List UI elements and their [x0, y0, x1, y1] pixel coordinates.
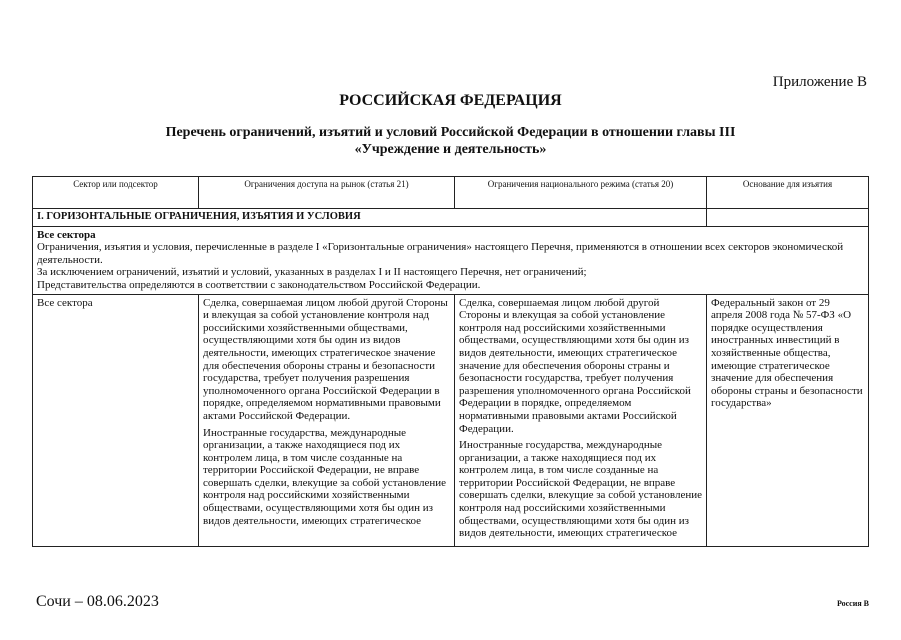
all-sectors-paragraph-2: За исключением ограничений, изъятий и условий, указанных в разделах I и II настоящего Перечня, нет ограничений;	[37, 266, 587, 279]
market-access-paragraph-2: Иностранные государства, международные организации, а также находящиеся под их контролем лица, в том числе созданные на территории Российской Федерации, не вправе совершать сделки, влекущие за собой установление контроля над российскими хозяйственными обществами, осуществляющими хотя бы один из видов деятельности, имеющих стратегическое	[203, 426, 446, 527]
document-subtitle	[0, 124, 901, 158]
subtitle-line-1: Перечень ограничений, изъятий и условий Российской Федерации в отношении главы III	[165, 125, 736, 140]
appendix-label: Приложение В	[772, 74, 867, 90]
market-access-paragraph-1: Сделка, совершаемая лицом любой другой Стороны и влекущая за собой установление контроля над российскими хозяйственными обществами, осуществляющими хотя бы один из видов деятельности, имеющих стратегическое значение для обеспечения обороны страны и безопасности государства, требует получения разрешения уполномоченного органа Российской Федерации в порядке, определяемом нормативными правовыми актами Российской Федерации.	[203, 296, 448, 422]
document-title: РОССИЙСКАЯ ФЕДЕРАЦИЯ	[339, 92, 562, 109]
column-header-market-access: Ограничения доступа на рынок (статья 21)	[199, 177, 455, 209]
section-title: I. ГОРИЗОНТАЛЬНЫЕ ОГРАНИЧЕНИЯ, ИЗЪЯТИЯ И УСЛОВИЯ	[33, 209, 707, 227]
all-sectors-heading: Все сектора	[37, 228, 96, 241]
column-header-basis: Основание для изъятия	[707, 177, 869, 209]
footer-place-date: Сочи – 08.06.2023	[36, 593, 159, 610]
all-sectors-row	[33, 226, 869, 294]
table-row	[33, 294, 869, 546]
footer-page-label: Россия В	[836, 599, 869, 608]
market-access-cell	[199, 294, 455, 546]
section-title-row	[33, 209, 869, 227]
column-header-national-treatment: Ограничения национального режима (статья 20)	[455, 177, 707, 209]
national-treatment-paragraph-1: Сделка, совершаемая лицом любой другой Стороны и влекущая за собой установление контроля над российскими хозяйственными обществами, осуществляющими хотя бы один из видов деятельности, имеющих стратегическое значение для обеспечения обороны страны и безопасности государства, требует получения разрешения уполномоченного органа Российской Федерации в порядке, определяемом нормативными правовыми актами Российской Федерации.	[459, 296, 691, 435]
national-treatment-cell	[455, 294, 707, 546]
all-sectors-paragraph-1: Ограничения, изъятия и условия, перечисленные в разделе I «Горизонтальные ограничения» настоящего Перечня, применяются в отношении всех секторов экономической деятельности.	[37, 241, 844, 266]
sector-cell: Все сектора	[33, 294, 199, 546]
table-header-row	[33, 177, 869, 209]
basis-cell: Федеральный закон от 29 апреля 2008 года № 57-ФЗ «О порядке осуществления иностранных инвестиций в хозяйственные общества, имеющие стратегическое значение для обеспечения обороны страны и безопасности государства»	[707, 294, 869, 546]
all-sectors-paragraph-3: Представительства определяются в соответствии с законодательством Российской Федерации.	[37, 278, 481, 291]
subtitle-line-2: «Учреждение и деятельность»	[354, 142, 547, 157]
section-title-empty-cell	[707, 209, 869, 227]
national-treatment-paragraph-2: Иностранные государства, международные организации, а также находящиеся под их контролем лица, в том числе созданные на территории Российской Федерации, не вправе совершать сделки, влекущие за собой установление контроля над российскими хозяйственными обществами, осуществляющими хотя бы один из видов деятельности, имеющих стратегическое	[459, 439, 702, 540]
all-sectors-block	[33, 226, 869, 294]
restrictions-table	[32, 176, 869, 547]
column-header-sector: Сектор или подсектор	[33, 177, 199, 209]
